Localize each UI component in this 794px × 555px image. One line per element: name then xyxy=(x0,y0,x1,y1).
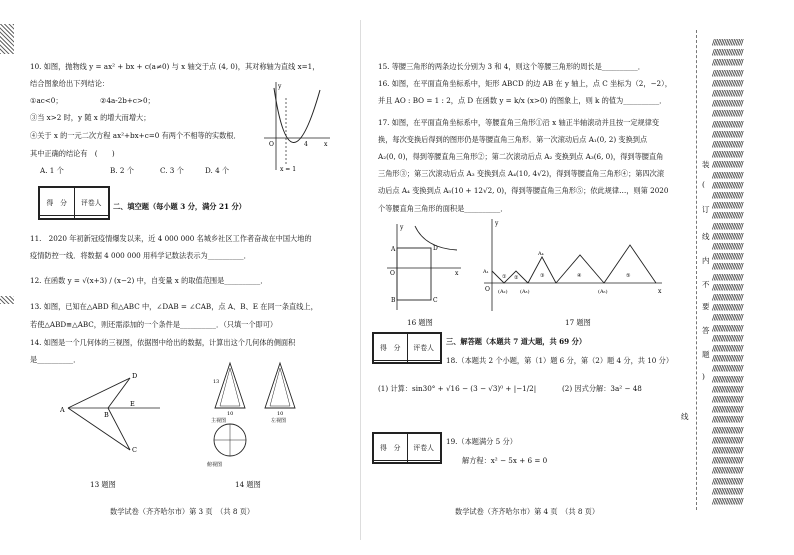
score-box-3 xyxy=(372,432,442,464)
hatch-row: ////////////////// xyxy=(712,221,743,231)
hatch-row: ////////////////// xyxy=(712,293,743,302)
hatch-row: ////////////////// xyxy=(712,89,743,98)
hatch-row: ////////////////// xyxy=(712,68,743,78)
q15-text: 15. 等腰三角形的两条边长分别为 3 和 4，则这个等腰三角形的周长是__________． xyxy=(378,62,645,71)
fig17-c1: ① xyxy=(502,274,507,280)
q13-line2: 若使△ABD≌△ABC，则还需添加的一个条件是__________．（只填一个即可） xyxy=(30,320,278,329)
q13-line1: 13. 如图，已知在△ABD 和△ABC 中，∠DAB = ∠CAB，点 A、B、E 在同一条直线上， xyxy=(30,302,318,311)
fig16-d: D xyxy=(433,245,438,252)
fig17-c2: ② xyxy=(514,275,519,281)
q10-parabola-figure xyxy=(260,78,332,173)
q16-line1: 16. 如图，在平面直角坐标系中，矩形 ABCD 的边 AB 在 y 轴上，点 C 坐标为（2，−2）， xyxy=(378,79,672,88)
score-box-2-col1: 得 分 xyxy=(374,334,408,361)
hatch-row: ////////////////// xyxy=(712,374,743,384)
fig10-y: y xyxy=(278,83,282,90)
score-box-1-col2: 评卷人 xyxy=(74,188,109,216)
q19-solve: 解方程：x² − 5x + 6 = 0 xyxy=(462,456,548,465)
q14-line2: 是__________． xyxy=(30,355,81,364)
q18-intro: 18.（本题共 2 个小题，第（1）题 6 分，第（2）题 4 分，共 10 分） xyxy=(446,356,674,365)
score-cell[interactable] xyxy=(374,360,408,362)
q17-line4: 三角形③；第三次滚动后点 A₃ 变换到点 A₄(10, 4√2)，得到等腰直角三角形④；第四次滚 xyxy=(378,169,665,178)
hatch-row: ////////////////// xyxy=(712,486,743,496)
score-cell[interactable] xyxy=(374,460,408,462)
fig17-a4: A₄ xyxy=(538,251,544,257)
q10-opt4: ④关于 x 的一元二次方程 ax²+bx+c=0 有两个不相等的实数根． xyxy=(30,131,241,140)
hatch-row: ////////////////// xyxy=(712,150,743,160)
score-box-3-col2: 评卷人 xyxy=(407,434,441,461)
score-box-1-col1: 得 分 xyxy=(40,188,75,216)
hatch-row: ////////////////// xyxy=(712,364,743,374)
right-footer: 数学试卷（齐齐哈尔市）第 4 页 （共 8 页） xyxy=(455,507,600,516)
score-box-3-col1: 得 分 xyxy=(374,434,408,461)
binding-char: ) xyxy=(702,372,705,381)
hatch-row: ////////////////// xyxy=(712,405,743,415)
q10-line1: 10. 如图，抛物线 y = ax² + bx + c(a≠0) 与 x 轴交于点 (4, 0)，其对称轴为直线 x=1， xyxy=(30,62,320,71)
fig13-d: D xyxy=(132,372,138,380)
hatch-row: ////////////////// xyxy=(712,99,743,109)
q10-line2: 结合图象给出下列结论： xyxy=(30,79,110,88)
fig17 xyxy=(480,215,666,315)
hatch-row: ////////////////// xyxy=(712,180,743,190)
fig10-o: O xyxy=(269,141,274,148)
fig16 xyxy=(385,220,465,315)
fig14 xyxy=(205,358,305,473)
fig16-a: A xyxy=(391,246,396,253)
hatch-row: ////////////////// xyxy=(712,476,743,486)
scan-noise xyxy=(0,24,14,54)
q10-opt2: ②4a-2b+c>0； xyxy=(100,96,155,105)
q10-opt1: ①ac<0； xyxy=(30,96,63,105)
q10-choice-a: A. 1 个 xyxy=(40,166,64,175)
hatch-row: ////////////////// xyxy=(712,170,743,180)
hatch-row: ////////////////// xyxy=(712,313,743,323)
fig17-a2: (A₂) xyxy=(498,289,508,295)
hatch-row: ////////////////// xyxy=(712,78,743,88)
fig17-c5: ⑤ xyxy=(626,273,631,279)
fig17-c3: ③ xyxy=(540,273,545,279)
fig10-x: x xyxy=(324,141,328,148)
fig16-c: C xyxy=(433,297,438,304)
fig13-e: E xyxy=(130,400,135,408)
binding-char: 内 xyxy=(702,256,710,265)
q17-line6: 个等腰直角三角形的面积是__________． xyxy=(378,204,508,213)
hatch-row: ////////////////// xyxy=(712,354,743,364)
hatch-row: ////////////////// xyxy=(712,456,743,466)
hatch-row: ////////////////// xyxy=(712,323,743,333)
hatch-row: ////////////////// xyxy=(712,211,743,221)
binding-line-label: 线 xyxy=(681,412,689,421)
hatch-row: ////////////////// xyxy=(712,201,743,211)
score-box-1 xyxy=(38,186,110,220)
score-cell[interactable] xyxy=(40,216,75,219)
binding-char: 线 xyxy=(702,232,710,241)
fig14-13a: 13 xyxy=(213,379,220,385)
binding-char: 订 xyxy=(702,205,710,214)
fig14-10b: 10 xyxy=(277,411,284,417)
hatch-row: ////////////////// xyxy=(712,344,743,353)
grader-cell[interactable] xyxy=(407,360,441,362)
grader-cell[interactable] xyxy=(74,216,109,219)
hatch-row: ////////////////// xyxy=(712,58,743,68)
hatch-row: ////////////////// xyxy=(712,425,743,435)
binding-char: 装 xyxy=(702,160,710,169)
binding-char: 题 xyxy=(702,350,710,359)
q18-part1: (1) 计算：sin30° + √16 − (3 − √3)⁰ + |−1/2| xyxy=(378,384,537,393)
q19-intro: 19.（本题满分 5 分） xyxy=(446,437,517,446)
fig17-caption: 17 题图 xyxy=(565,318,591,327)
fig17-a3: (A₃) xyxy=(520,289,530,295)
hatch-row: ////////////////// xyxy=(712,231,743,241)
hatch-row: ////////////////// xyxy=(712,38,743,47)
q11-line1: 11. 2020 年初新冠疫情爆发以来，近 4 000 000 名城乡社区工作者奋战在中国大地的 xyxy=(30,234,312,243)
fig17-y: y xyxy=(495,220,499,227)
fig17-x: x xyxy=(658,288,662,295)
q17-line1: 17. 如图，在平面直角坐标系中，等腰直角三角形①沿 x 轴正半轴滚动并且按一定规律变 xyxy=(378,118,660,127)
hatch-row: ////////////////// xyxy=(712,262,743,272)
fig14-top: 俯视图 xyxy=(207,462,223,468)
binding-line xyxy=(696,30,697,510)
hatch-row: ////////////////// xyxy=(712,160,743,170)
fig16-caption: 16 题图 xyxy=(407,318,433,327)
q10-ask: 其中正确的结论有 ( ) xyxy=(30,149,115,158)
fig13 xyxy=(60,368,165,460)
grader-cell[interactable] xyxy=(407,460,441,462)
q11-line2: 疫情防控一线．将数据 4 000 000 用科学记数法表示为__________． xyxy=(30,251,251,260)
q16-line2: 并且 AO : BO = 1 : 2，点 D 在函数 y = k/x (x>0) 的图象上，则 k 的值为__________． xyxy=(378,96,667,105)
section2-title: 二、填空题（每小题 3 分，满分 21 分） xyxy=(113,202,246,211)
q18-part2: (2) 因式分解：3a² − 48 xyxy=(562,384,642,393)
q12-text: 12. 在函数 y = √(x+3) / (x−2) 中，自变量 x 的取值范围是__________． xyxy=(30,276,268,285)
page-divider xyxy=(360,20,361,540)
binding-char: 不 xyxy=(702,280,710,289)
fig16-y: y xyxy=(400,224,404,231)
hatch-row: ////////////////// xyxy=(712,415,743,425)
hatch-row: ////////////////// xyxy=(712,303,743,313)
q10-opt3: ③当 x>2 时，y 随 x 的增大而增大； xyxy=(30,113,151,122)
fig16-o: O xyxy=(390,270,395,277)
fig13-c: C xyxy=(132,446,137,454)
section3-title: 三、解答题（本题共 7 道大题，共 69 分） xyxy=(446,337,587,346)
hatch-row: ////////////////// xyxy=(712,466,743,476)
fig17-c4: ④ xyxy=(577,273,582,279)
fig16-x: x xyxy=(455,270,459,277)
fig14-caption: 14 题图 xyxy=(235,480,261,489)
fig10-4: 4 xyxy=(304,141,308,148)
hatch-row: ////////////////// xyxy=(712,395,743,404)
hatch-row: ////////////////// xyxy=(712,272,743,282)
q17-line2: 换，每次变换后得到的图形仍是等腰直角三角形．第一次滚动后点 A₁(0, 2) 变换到点 xyxy=(378,135,648,144)
fig14-front: 主视图 xyxy=(211,418,227,424)
hatch-row: ////////////////// xyxy=(712,384,743,394)
hatch-row: ////////////////// xyxy=(712,129,743,139)
binding-char: 要 xyxy=(702,302,710,311)
hatch-row: ////////////////// xyxy=(712,446,743,455)
fig13-caption: 13 题图 xyxy=(90,480,116,489)
fig14-left: 左视图 xyxy=(271,418,287,424)
fig17-a5: (A₅) xyxy=(598,289,608,295)
fig13-a: A xyxy=(60,406,65,414)
scan-noise xyxy=(0,296,14,304)
hatch-row: ////////////////// xyxy=(712,119,743,129)
hatch-row: ////////////////// xyxy=(712,140,743,149)
q17-line3: A₂(0, 0)，得到等腰直角三角形②；第二次滚动后点 A₂ 变换到点 A₃(6, 0)，得到等腰直角 xyxy=(378,152,664,161)
q10-choice-b: B. 2 个 xyxy=(110,166,134,175)
fig14-10a: 10 xyxy=(227,411,234,417)
fig13-b: B xyxy=(104,411,109,419)
hatch-row: ////////////////// xyxy=(712,242,743,251)
hatch-row: ////////////////// xyxy=(712,435,743,445)
hatch-row: ////////////////// xyxy=(712,48,743,58)
hatch-row: ////////////////// xyxy=(712,333,743,343)
left-footer: 数学试卷（齐齐哈尔市）第 3 页 （共 8 页） xyxy=(110,507,255,516)
fig16-b: B xyxy=(391,297,396,304)
fig17-a1: A₁ xyxy=(483,269,489,275)
binding-char: 答 xyxy=(702,326,710,335)
q10-choice-c: C. 3 个 xyxy=(160,166,184,175)
hatch-row: ////////////////// xyxy=(712,497,743,506)
q17-line5: 动后点 A₄ 变换到点 A₅(10 + 12√2, 0)，得到等腰直角三角形⑤；依此规律…，则第 2020 xyxy=(378,186,669,195)
fig10-x-eq: x = 1 xyxy=(280,166,297,173)
score-box-2-col2: 评卷人 xyxy=(407,334,441,361)
fig17-o: O xyxy=(485,286,490,293)
binding-char: ( xyxy=(702,180,705,189)
q10-choice-d: D. 4 个 xyxy=(205,166,230,175)
hatch-row: ////////////////// xyxy=(712,282,743,292)
q14-line1: 14. 如图是一个几何体的三视图，依据图中给出的数据，计算出这个几何体的侧面积 xyxy=(30,338,296,347)
hatch-row: ////////////////// xyxy=(712,191,743,200)
hatch-row: ////////////////// xyxy=(712,252,743,262)
hatch-row: ////////////////// xyxy=(712,109,743,119)
score-box-2 xyxy=(372,332,442,364)
